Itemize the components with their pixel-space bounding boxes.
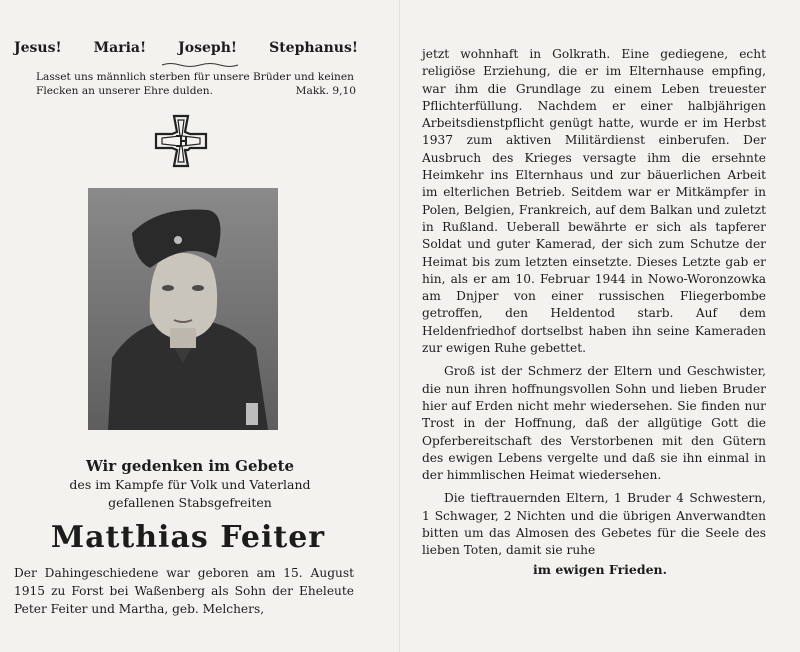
right-page bbox=[400, 0, 800, 652]
memorial-line2: des im Kampfe für Volk und Vaterland bbox=[69, 477, 311, 492]
name-stephanus: Stephanus! bbox=[269, 40, 358, 56]
motto-line2: Flecken an unserer Ehre dulden. bbox=[36, 85, 213, 97]
biography-start: Der Dahingeschiedene war geboren am 15. August 1915 zu Forst bei Waßenberg als Sohn der Eheleute Peter Feiter und Martha, geb. Melchers, bbox=[14, 566, 354, 616]
deceased-name: Matthias Feiter bbox=[50, 520, 326, 555]
motto bbox=[36, 70, 356, 98]
iron-cross-icon bbox=[154, 114, 208, 168]
flourish-ornament bbox=[160, 62, 240, 68]
name-jesus: Jesus! bbox=[14, 40, 62, 56]
soldier-portrait bbox=[88, 188, 278, 430]
paragraph-biography: jetzt wohnhaft in Golkrath. Eine gediegene, echt religiöse Erziehung, die er im Elternhause empfing, war ihm die Grundlage zu einem Leben treuester Pflichterfüllung. Nachdem er einer halbjährigen Arbeitsdienstpflicht genügt hatte, wurde er im Herbst 1937 zum aktiven Militärdienst einberufen. Der Ausbruch des Krieges versagte ihm die ersehnte Heimkehr ins Elternhaus und zur bäuerlichen Arbeit im elterlichen Betrieb. Seitdem war er Mitkämpfer in Polen, Belgien, Frankreich, auf dem Balkan und zuletzt in Rußland. Ueberall bewährte er sich als tapferer Soldat und guter Kamerad, der sich zum Schutze der Heimat bis zum letzten einsetzte. Dieses Letzte gab er hin, als er am 10. Februar 1944 in Nowo-Woronzowka am Dnjper von einer russischen Fliegerbombe getroffen, den Heldentod starb. Auf dem Heldenfriedhof dortselbst haben ihn seine Kameraden zur ewigen Ruhe gebettet. bbox=[422, 47, 766, 356]
paragraph-grief: Groß ist der Schmerz der Eltern und Geschwister, die nun ihren hoffnungsvollen Sohn und lieben Bruder hier auf Erden nicht mehr wiedersehen. Sie finden nur Trost in der Hoffnung, daß der allgütige Gott die Opferbereitschaft des Verstorbenen mit den Gütern des ewigen Lebens vergelte und daß sie ihn einmal in der himmlischen Heimat wiedersehen. bbox=[422, 364, 766, 483]
memorial-block bbox=[0, 456, 360, 555]
name-maria: Maria! bbox=[93, 40, 147, 56]
motto-line1: Lasset uns männlich sterben für unsere Brüder und keinen bbox=[36, 71, 354, 83]
name-joseph: Joseph! bbox=[178, 40, 238, 56]
paragraph-mourners: Die tieftrauernden Eltern, 1 Bruder 4 Schwestern, 1 Schwager, 2 Nichten und die übrigen Anverwandten bitten um das Almosen des Gebetes für die Seele des lieben Toten, damit sie ruhe bbox=[422, 491, 766, 558]
motto-reference: Makk. 9,10 bbox=[295, 85, 356, 97]
header-names bbox=[14, 40, 358, 56]
memorial-line3: gefallenen Stabsgefreiten bbox=[108, 495, 272, 510]
memorial-heading: Wir gedenken im Gebete bbox=[85, 457, 295, 475]
biography-continued bbox=[422, 46, 766, 566]
closing-line: im ewigen Frieden. bbox=[533, 562, 667, 577]
